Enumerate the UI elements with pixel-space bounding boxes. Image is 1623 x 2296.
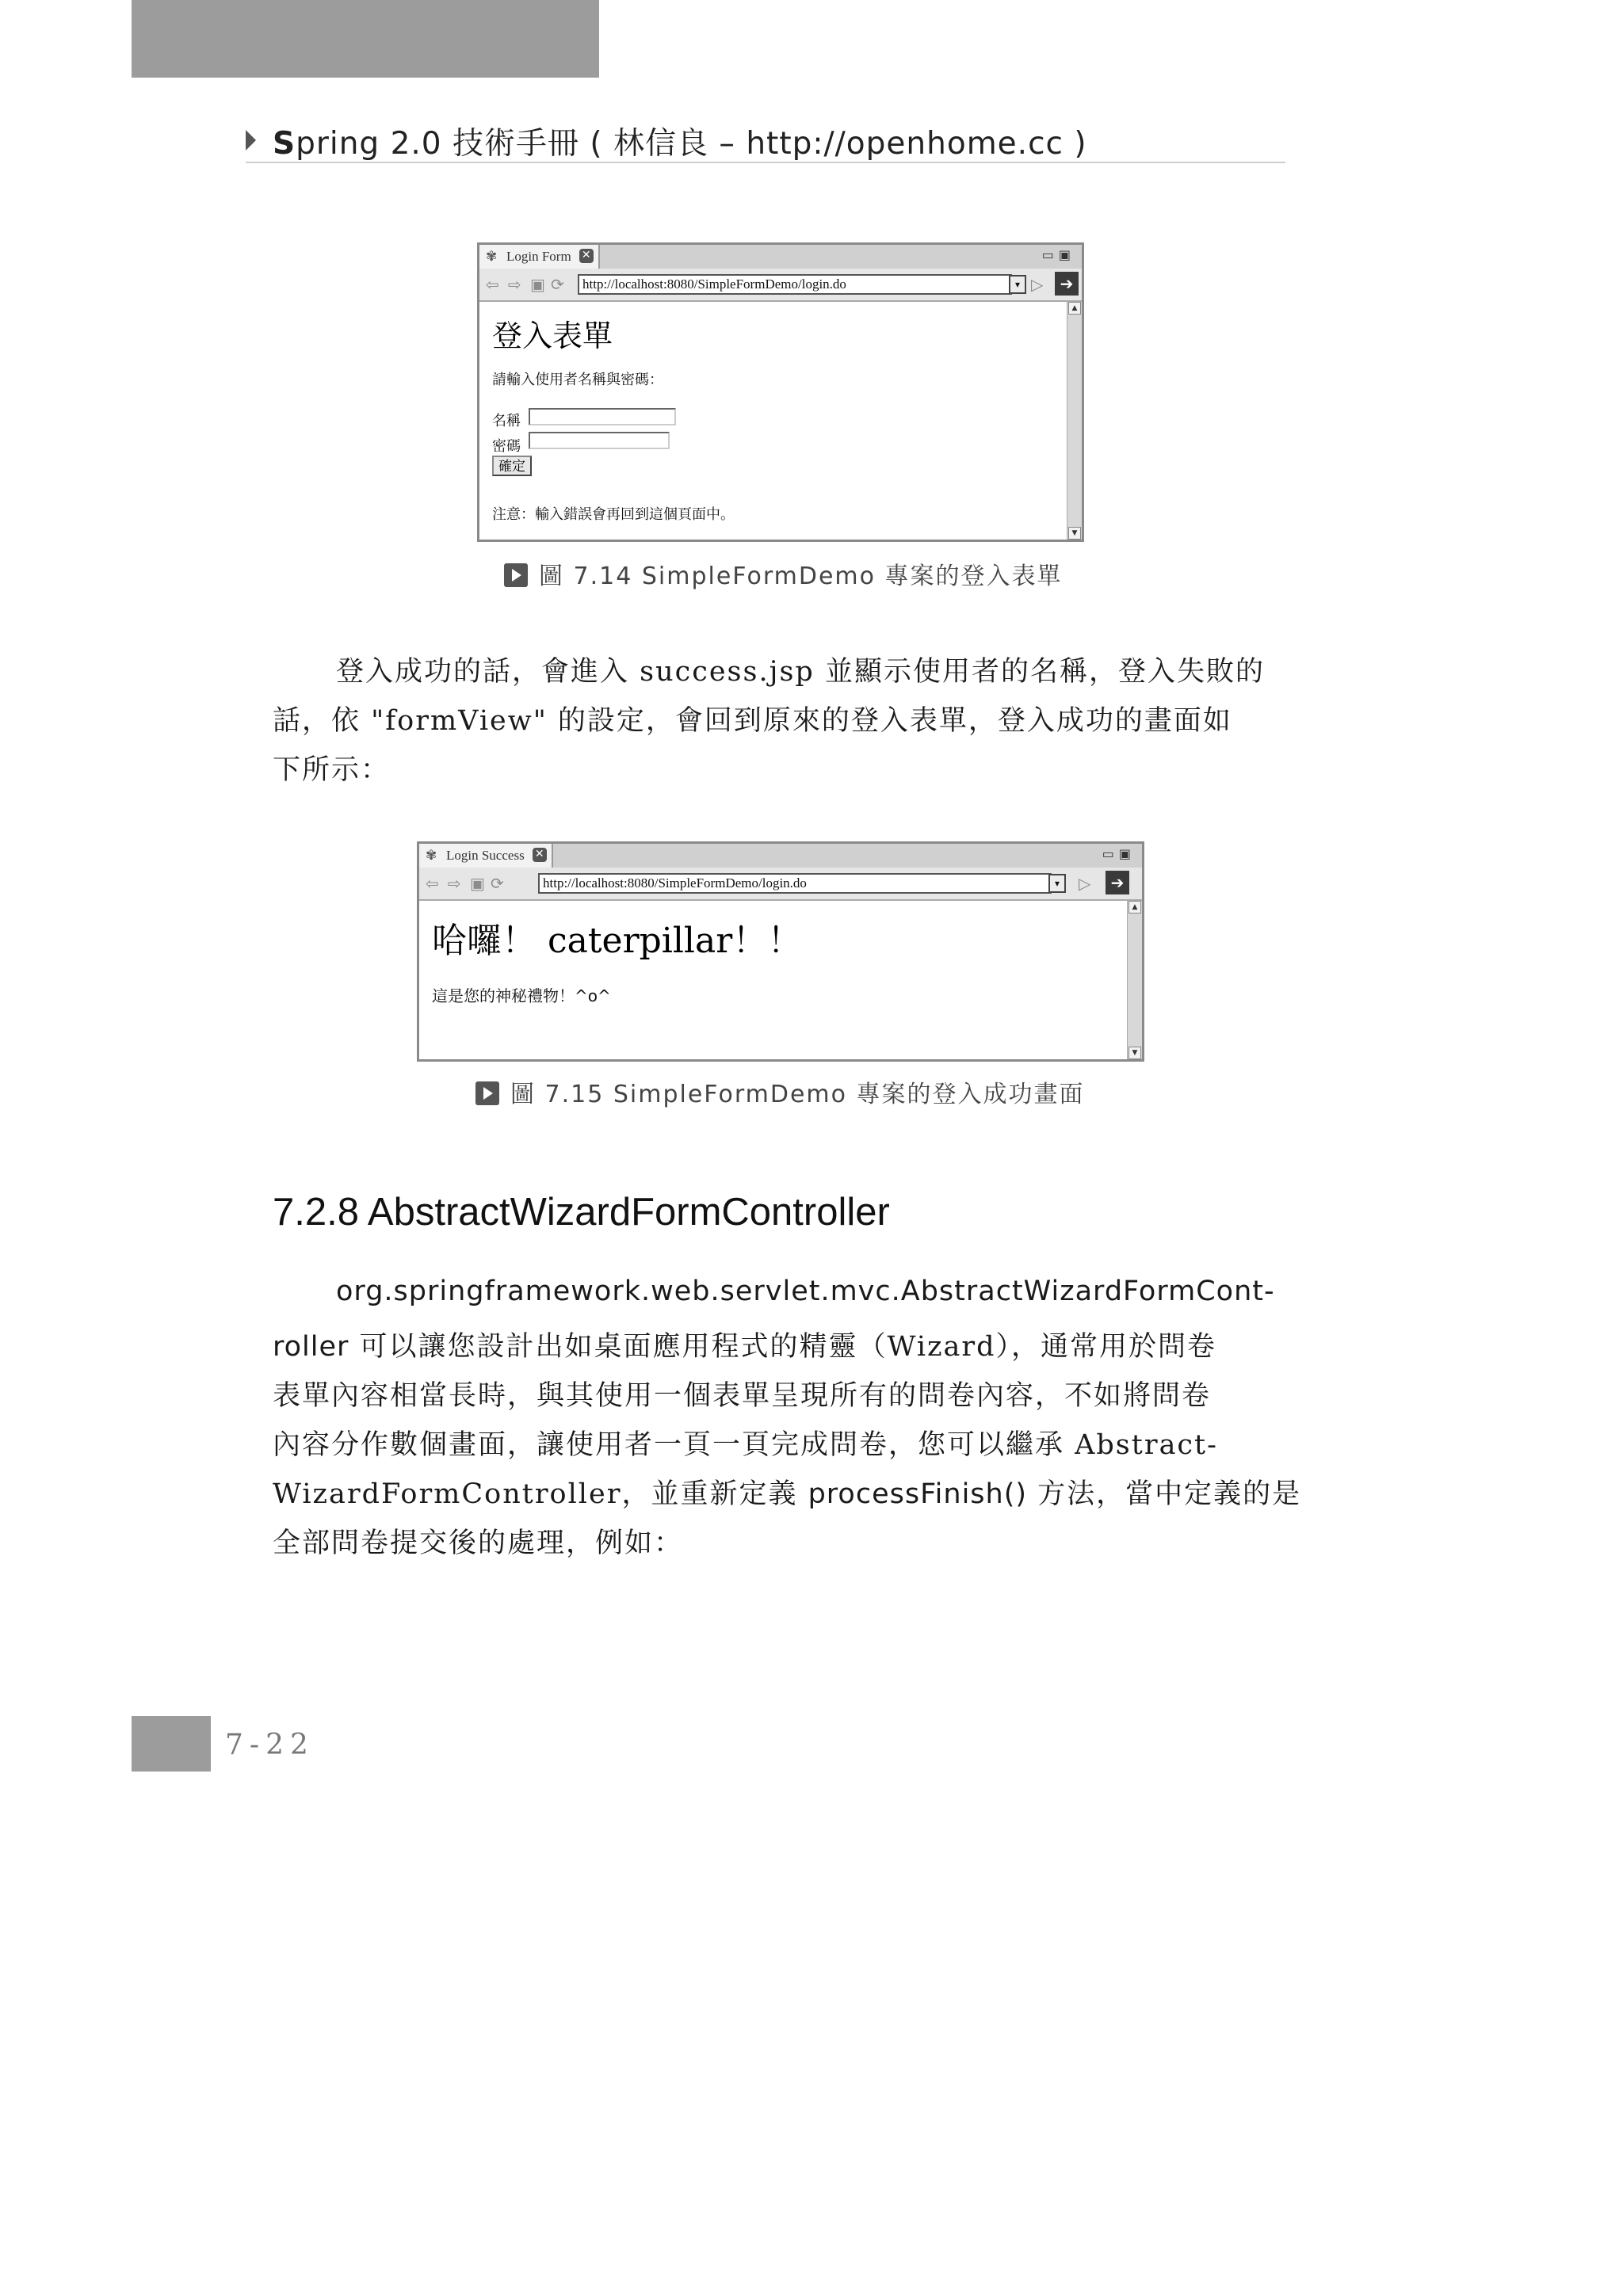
paragraph-2-line-4: 內容分作數個畫面，讓使用者一頁一頁完成問卷，您可以繼承 Abstract- bbox=[273, 1429, 1218, 1461]
paragraph-2-line-5 bbox=[273, 1472, 1301, 1512]
paragraph-2-line-3: 表單內容相當長時，與其使用一個表單呈現所有的問卷內容，不如將問卷 bbox=[273, 1380, 1212, 1412]
footer-tab-block bbox=[132, 1716, 211, 1772]
close-tab-icon[interactable]: ✕ bbox=[533, 848, 547, 862]
address-bar[interactable]: http://localhost:8080/SimpleFormDemo/login.do bbox=[538, 873, 1052, 894]
forward-icon[interactable]: ⇨ bbox=[448, 874, 461, 893]
go-icon[interactable]: ▷ bbox=[1079, 874, 1091, 893]
paragraph-2-line-5-end: 方法，當中定義的是 bbox=[1027, 1478, 1302, 1510]
browser-titlebar bbox=[479, 245, 1082, 269]
form-prompt: 請輸入使用者名稱與密碼： bbox=[492, 372, 663, 388]
browser-navbar bbox=[479, 269, 1082, 302]
code-processfinish: processFinish() bbox=[808, 1478, 1028, 1510]
globe-icon: ✾ bbox=[426, 848, 437, 863]
form-heading: 登入表單 bbox=[492, 318, 613, 353]
address-dropdown-icon[interactable]: ▾ bbox=[1048, 874, 1066, 893]
caption-text: 圖 7.14 SimpleFormDemo 專案的登入表單 bbox=[539, 563, 1063, 590]
running-head-text bbox=[273, 119, 1087, 163]
address-dropdown-icon[interactable]: ▾ bbox=[1009, 275, 1026, 294]
refresh-icon[interactable]: ⟳ bbox=[491, 874, 504, 893]
play-icon bbox=[504, 563, 528, 587]
back-icon[interactable]: ⇦ bbox=[486, 275, 499, 294]
name-input[interactable] bbox=[529, 408, 676, 425]
globe-icon: ✾ bbox=[486, 249, 498, 264]
go-icon[interactable]: ▷ bbox=[1031, 275, 1044, 294]
code-roller: roller bbox=[273, 1331, 349, 1363]
password-input[interactable] bbox=[529, 432, 670, 449]
figure-7-15-caption bbox=[475, 1074, 1085, 1109]
paragraph-1-line-2: 話，依 "formView" 的設定，會回到原來的登入表單，登入成功的畫面如 bbox=[273, 705, 1232, 737]
page-content bbox=[419, 901, 1126, 1059]
navigate-arrow-icon[interactable]: ➔ bbox=[1106, 871, 1129, 894]
paragraph-2-line-1: org.springframework.web.servlet.mvc.AbstractWizardFormCont- bbox=[336, 1276, 1275, 1307]
header-tab-block bbox=[132, 0, 599, 78]
browser-tab[interactable] bbox=[479, 245, 600, 269]
password-label: 密碼 bbox=[492, 438, 521, 455]
scroll-down-icon[interactable]: ▼ bbox=[1128, 1047, 1141, 1059]
stop-icon[interactable]: ▣ bbox=[470, 874, 485, 893]
browser-titlebar bbox=[419, 844, 1142, 868]
vertical-scrollbar[interactable] bbox=[1127, 901, 1142, 1059]
page-content bbox=[479, 302, 1066, 540]
paragraph-2-line-2-text: 可以讓您設計出如桌面應用程式的精靈（Wizard），通常用於問卷 bbox=[349, 1331, 1217, 1363]
browser-navbar bbox=[419, 868, 1142, 901]
vertical-scrollbar[interactable] bbox=[1067, 302, 1082, 540]
paragraph-1-line-3: 下所示： bbox=[273, 754, 391, 786]
name-label: 名稱 bbox=[492, 413, 521, 429]
stop-icon[interactable]: ▣ bbox=[530, 275, 545, 294]
login-success-browser-window bbox=[417, 841, 1144, 1062]
paragraph-2-line-6: 全部問卷提交後的處理，例如： bbox=[273, 1527, 684, 1559]
paragraph-2-line-2 bbox=[273, 1325, 1216, 1364]
success-heading: 哈囉！ caterpillar！！ bbox=[432, 921, 803, 961]
header-arrow-icon bbox=[246, 130, 256, 151]
paragraph-2-line-5-start: WizardFormController，並重新定義 bbox=[273, 1478, 808, 1510]
tab-title: Login Success bbox=[446, 848, 525, 863]
running-head bbox=[246, 117, 1285, 163]
figure-7-14-caption bbox=[504, 556, 1063, 591]
form-note: 注意：輸入錯誤會再回到這個頁面中。 bbox=[492, 506, 735, 523]
scroll-up-icon[interactable]: ▲ bbox=[1128, 901, 1141, 913]
refresh-icon[interactable]: ⟳ bbox=[551, 275, 564, 294]
submit-button[interactable]: 確定 bbox=[492, 456, 532, 476]
forward-icon[interactable]: ⇨ bbox=[508, 275, 521, 294]
window-controls-icon[interactable]: ▭▣ bbox=[1041, 247, 1075, 262]
browser-tab[interactable] bbox=[419, 844, 553, 868]
paragraph-1-line-1: 登入成功的話，會進入 success.jsp 並顯示使用者的名稱，登入失敗的 bbox=[336, 656, 1265, 688]
window-controls-icon[interactable]: ▭▣ bbox=[1102, 846, 1136, 861]
tab-title: Login Form bbox=[506, 249, 571, 264]
address-bar[interactable]: http://localhost:8080/SimpleFormDemo/login.do bbox=[578, 274, 1012, 295]
book-initial: S bbox=[273, 126, 296, 162]
caption-text: 圖 7.15 SimpleFormDemo 專案的登入成功畫面 bbox=[510, 1081, 1085, 1108]
login-form-browser-window bbox=[477, 242, 1084, 542]
close-tab-icon[interactable]: ✕ bbox=[579, 249, 594, 263]
navigate-arrow-icon[interactable]: ➔ bbox=[1055, 272, 1079, 296]
scroll-up-icon[interactable]: ▲ bbox=[1068, 302, 1081, 315]
success-message: 這是您的神秘禮物！^o^ bbox=[432, 986, 611, 1005]
section-heading: 7.2.8 AbstractWizardFormController bbox=[273, 1191, 890, 1234]
play-icon bbox=[475, 1081, 499, 1105]
scroll-down-icon[interactable]: ▼ bbox=[1068, 527, 1081, 540]
back-icon[interactable]: ⇦ bbox=[426, 874, 439, 893]
book-title: pring 2.0 技術手冊 ( 林信良 – http://openhome.cc ) bbox=[296, 126, 1087, 162]
page-number: 7-22 bbox=[225, 1729, 315, 1761]
